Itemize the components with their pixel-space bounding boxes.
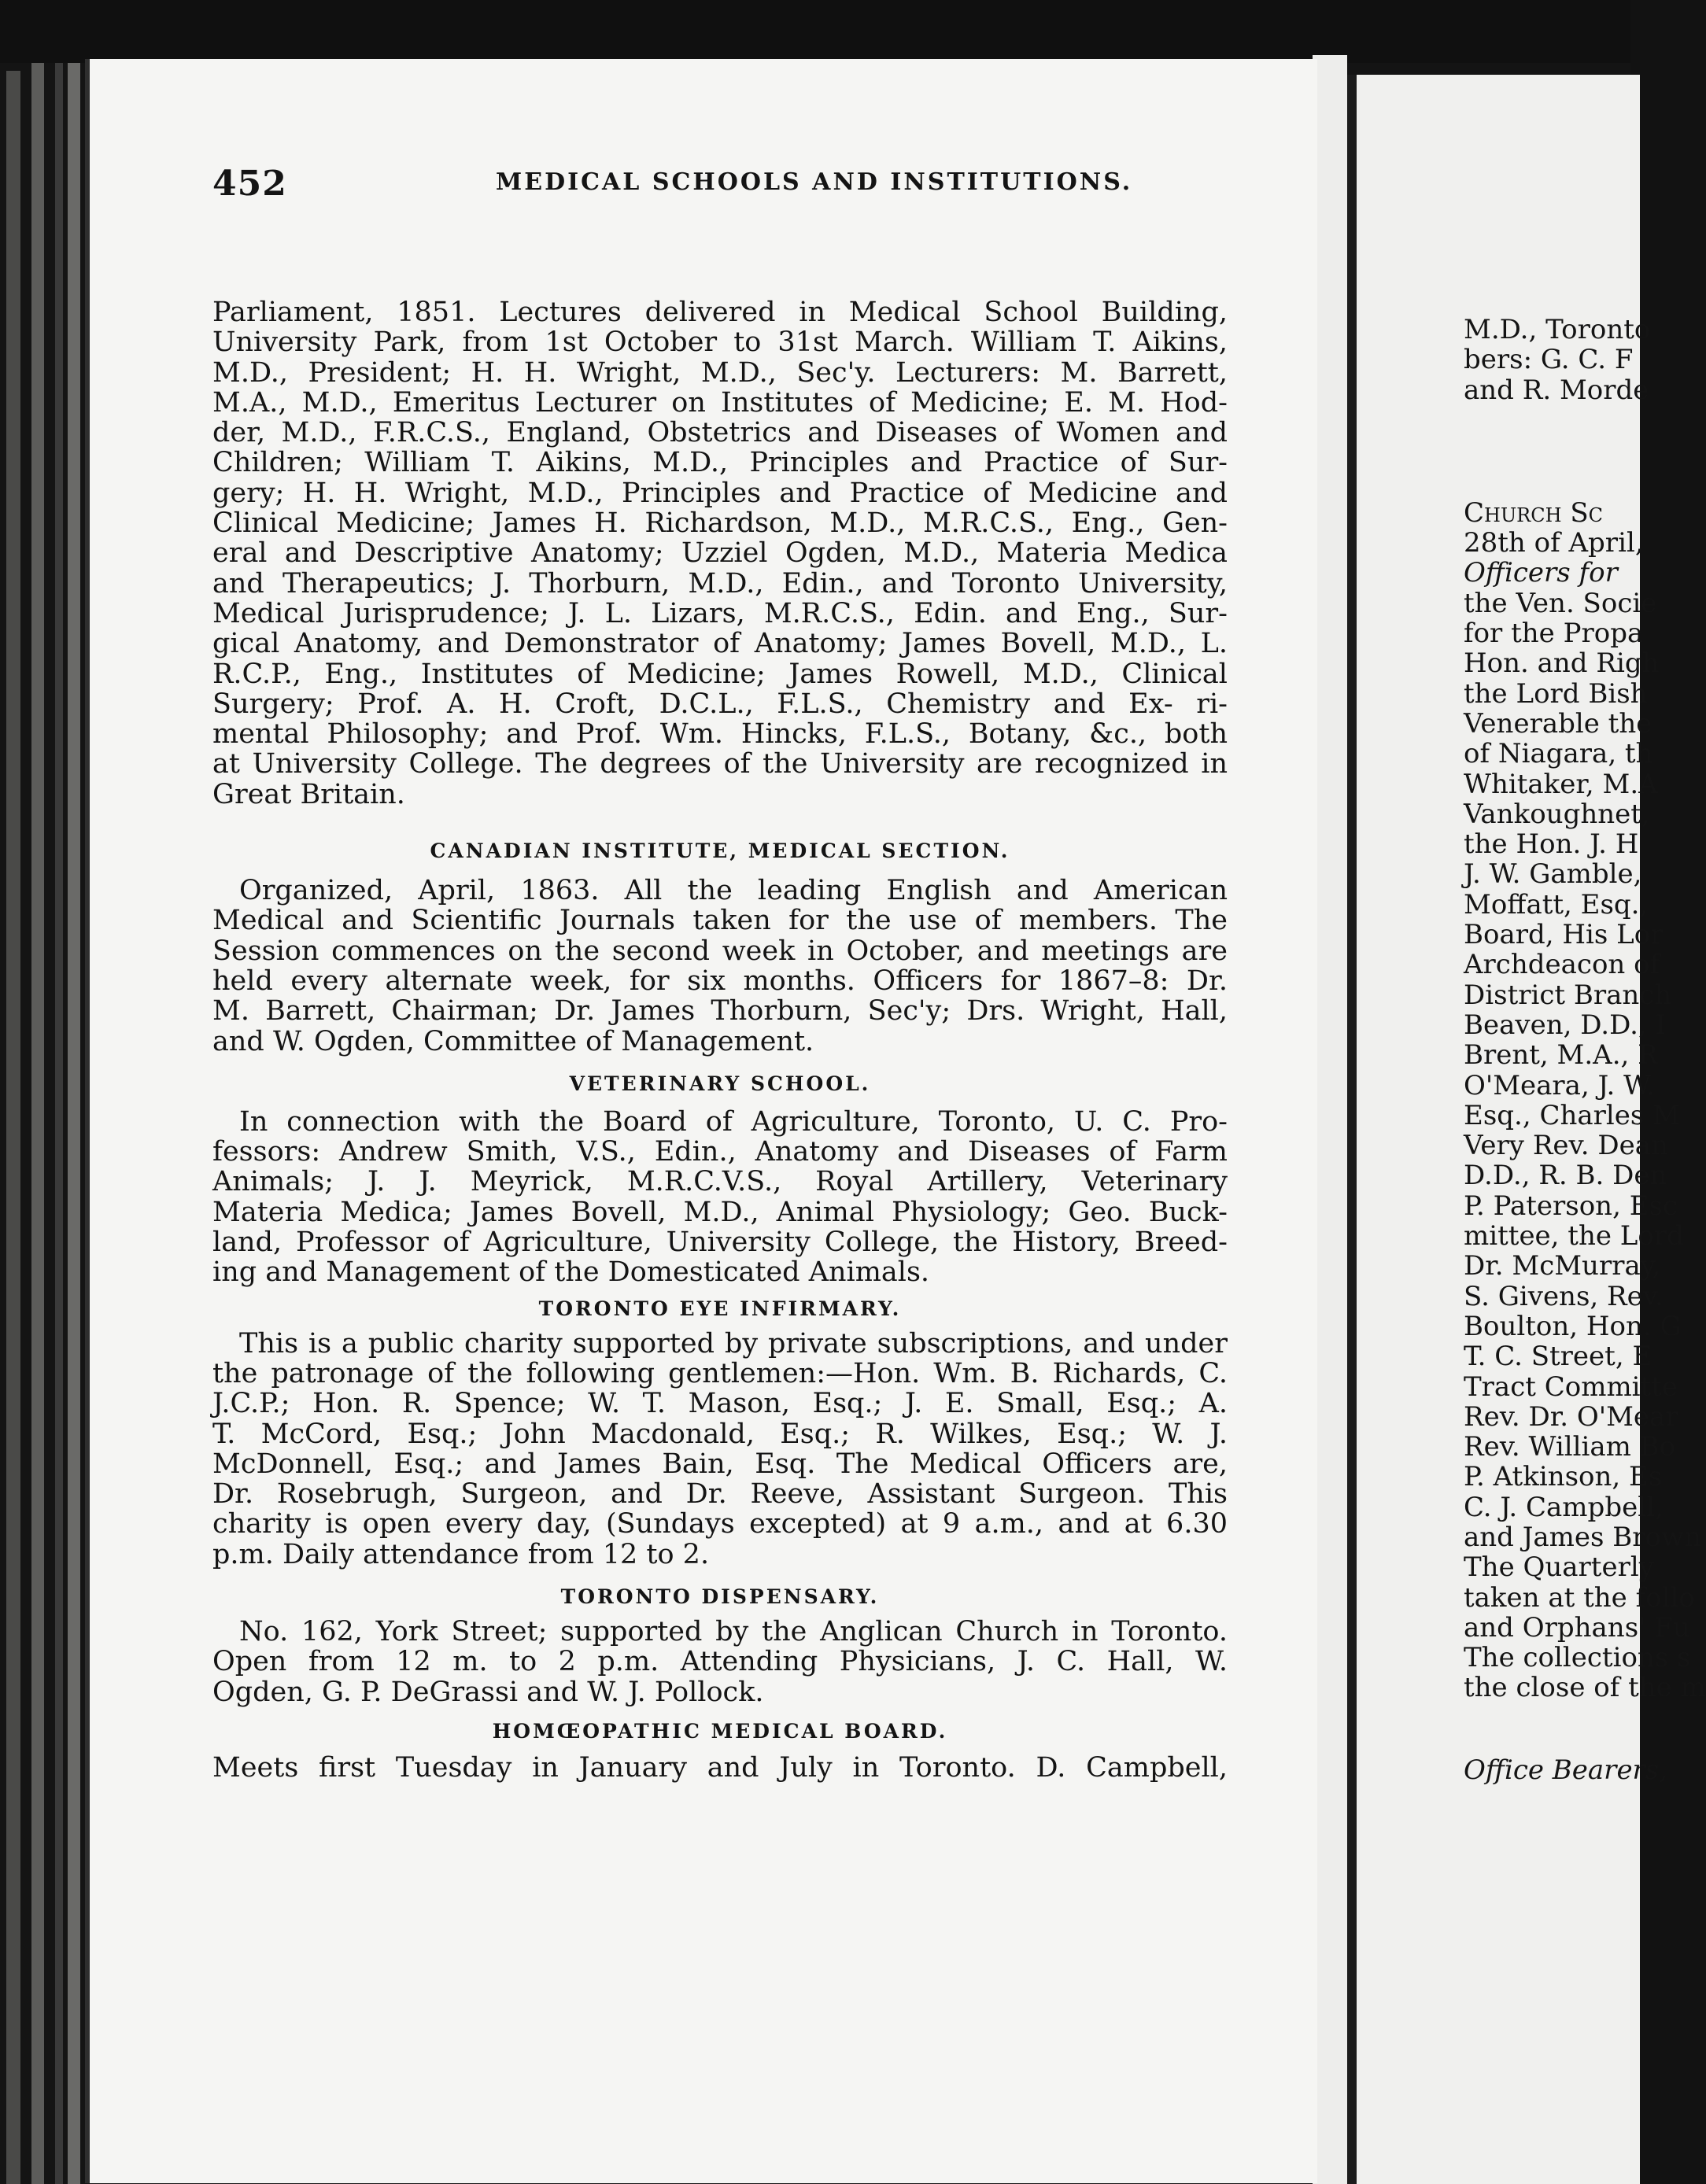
section-heading-toronto-dispensary: TORONTO DISPENSARY. <box>560 1585 880 1608</box>
text-line: District Branch <box>1464 979 1672 1011</box>
text-line: 28th of April, <box>1464 527 1644 559</box>
text-line: Dr. Rosebrugh, Surgeon, and Dr. Reeve, Assistant Surgeon. This <box>212 1478 1228 1511</box>
text-line: Whitaker, M.A <box>1464 768 1658 800</box>
text-line: Medical Jurisprudence; J. L. Lizars, M.R.C.S., Edin. and Eng., Sur- <box>212 597 1228 629</box>
text-line: Materia Medica; James Bovell, M.D., Animal Physiology; Geo. Buck- <box>212 1196 1228 1228</box>
text-line: M.A., M.D., Emeritus Lecturer on Institutes of Medicine; E. M. Hod- <box>212 386 1228 419</box>
text-line: Tract Committe <box>1464 1371 1678 1403</box>
text-line: and R. Morde <box>1464 374 1649 406</box>
text-line: der, M.D., F.R.C.S., England, Obstetrics and Diseases of Women and <box>212 417 1228 449</box>
text-line: T. McCord, Esq.; John Macdonald, Esq.; R. Wilkes, Esq.; W. J. <box>212 1418 1228 1450</box>
text-line: Surgery; Prof. A. H. Croft, D.C.L., F.L.S., Chemistry and Ex- ri- <box>212 688 1228 720</box>
text-line: Brent, M.A., R <box>1464 1039 1658 1072</box>
eye-infirmary-paragraph <box>212 1329 1228 1570</box>
dispensary-paragraph <box>212 1617 1228 1707</box>
text-line: Boulton, Hon. G <box>1464 1310 1682 1342</box>
text-line: Medical and Scientific Journals taken for the use of members. The <box>212 905 1228 937</box>
text-line: Officers for <box>1464 557 1618 589</box>
text-line: the Ven. Socie <box>1464 587 1657 619</box>
text-line: P. Paterson, Esc <box>1464 1190 1678 1222</box>
text-line: and James Brown <box>1464 1521 1701 1553</box>
text-line: C. J. Campbell, <box>1464 1491 1664 1523</box>
text-line: mittee, the Lord <box>1464 1220 1684 1252</box>
text-line: gery; H. H. Wright, M.D., Principles and Practice of Medicine and <box>212 477 1228 509</box>
text-line: Office Bearers, <box>1464 1754 1668 1786</box>
text-line: Open from 12 m. to 2 p.m. Attending Physicians, J. C. Hall, W. <box>212 1646 1228 1678</box>
text-line: Dr. McMurray, <box>1464 1250 1661 1282</box>
text-line: land, Professor of Agriculture, University College, the History, Breed- <box>212 1227 1228 1259</box>
section-heading-canadian-institute: CANADIAN INSTITUTE, MEDICAL SECTION. <box>430 839 1010 863</box>
text-line: Archdeacon of <box>1464 949 1660 981</box>
text-line: Venerable the <box>1464 707 1652 740</box>
text-line: J.C.P.; Hon. R. Spence; W. T. Mason, Esq.; J. E. Small, Esq.; A. <box>212 1388 1228 1420</box>
text-line: Clinical Medicine; James H. Richardson, M.D., M.R.C.S., Eng., Gen- <box>212 507 1228 540</box>
text-line: The collections s <box>1464 1642 1691 1674</box>
text-line: Moffatt, Esq., <box>1464 888 1649 920</box>
text-line: T. C. Street, E <box>1464 1341 1652 1373</box>
text-line: Vankoughnet, <box>1464 798 1650 830</box>
text-line: D.D., R. B. Den <box>1464 1160 1667 1192</box>
text-line: the close of the m <box>1464 1672 1706 1704</box>
text-line: Parliament, 1851. Lectures delivered in Medical School Building, <box>212 297 1228 328</box>
text-line: M.D., Toronto <box>1464 314 1651 345</box>
section-heading-toronto-eye-infirmary: TORONTO EYE INFIRMARY. <box>538 1297 902 1320</box>
text-line: Meets first Tuesday in January and July in Toronto. D. Campbell, <box>212 1751 1228 1784</box>
section-heading-homoeopathic-medical-board: HOMŒOPATHIC MEDICAL BOARD. <box>492 1719 948 1743</box>
text-line: charity is open every day, (Sundays excepted) at 9 a.m., and at 6.30 <box>212 1508 1228 1540</box>
text-line: Children; William T. Aikins, M.D., Principles and Practice of Sur- <box>212 447 1228 479</box>
text-line: gical Anatomy, and Demonstrator of Anatomy; James Bovell, M.D., L. <box>212 628 1228 660</box>
text-line: at University College. The degrees of the University are recognized in <box>212 748 1228 780</box>
text-line: Great Britain. <box>212 778 405 810</box>
intro-paragraph <box>212 297 1228 810</box>
text-line: This is a public charity supported by private subscriptions, and under <box>239 1327 1228 1359</box>
text-line: and Orphans' Fu <box>1464 1611 1690 1644</box>
page-number: 452 <box>212 164 287 204</box>
text-line: and Therapeutics; J. Thorburn, M.D., Edin., and Toronto University, <box>212 567 1228 599</box>
text-line: fessors: Andrew Smith, V.S., Edin., Anatomy and Diseases of Farm <box>212 1136 1228 1168</box>
text-line: Organized, April, 1863. All the leading English and American <box>239 875 1228 907</box>
text-line: R.C.P., Eng., Institutes of Medicine; James Rowell, M.D., Clinical <box>212 658 1228 690</box>
text-line: Very Rev. Dean <box>1464 1130 1668 1162</box>
right-block-three <box>1464 1755 1668 1785</box>
text-line: No. 162, York Street; supported by the Anglican Church in Toronto. <box>239 1615 1228 1647</box>
text-line: M. Barrett, Chairman; Dr. James Thorburn, Sec'y; Drs. Wright, Hall, <box>212 995 1228 1027</box>
right-block-one <box>1464 315 1668 405</box>
text-line: taken at the follo <box>1464 1581 1695 1614</box>
text-line: Esq., Charles M <box>1464 1099 1680 1131</box>
text-line: of Niagara, th <box>1464 738 1653 770</box>
text-line: the Hon. J. H <box>1464 828 1639 861</box>
text-line: held every alternate week, for six months. Officers for 1867–8: Dr. <box>212 965 1228 997</box>
text-line: Rev. Dr. O'Mear <box>1464 1400 1678 1433</box>
text-line: P. Atkinson, Es <box>1464 1461 1663 1493</box>
text-line: Animals; J. J. Meyrick, M.R.C.V.S., Royal Artillery, Veterinary <box>212 1166 1228 1198</box>
homoeopathic-board-paragraph <box>212 1753 1228 1783</box>
text-line: University Park, from 1st October to 31st March. William T. Aikins, <box>212 326 1228 359</box>
text-line: bers: G. C. F <box>1464 344 1634 376</box>
text-line: for the Propa <box>1464 618 1644 650</box>
text-line: Church Sc <box>1464 496 1603 529</box>
page-header <box>212 164 1235 211</box>
text-line: Hon. and Righ <box>1464 647 1660 680</box>
text-line: The Quarterly <box>1464 1551 1654 1584</box>
veterinary-school-paragraph <box>212 1107 1228 1288</box>
section-heading-veterinary-school: VETERINARY SCHOOL. <box>569 1072 871 1095</box>
text-line: Session commences on the second week in October, and meetings are <box>212 935 1228 967</box>
text-line: Board, His Lor <box>1464 919 1664 951</box>
text-line: McDonnell, Esq.; and James Bain, Esq. The Medical Officers are, <box>212 1448 1228 1480</box>
text-line: O'Meara, J. W. <box>1464 1069 1655 1101</box>
running-title: MEDICAL SCHOOLS AND INSTITUTIONS. <box>496 168 1133 196</box>
text-line: eral and Descriptive Anatomy; Uzziel Ogden, M.D., Materia Medica <box>212 537 1228 570</box>
text-line: M.D., President; H. H. Wright, M.D., Sec'y. Lecturers: M. Barrett, <box>212 356 1228 389</box>
text-line: and W. Ogden, Committee of Management. <box>212 1025 814 1057</box>
text-line: the patronage of the following gentlemen:—Hon. Wm. B. Richards, C. <box>212 1357 1228 1389</box>
text-line: the Lord Bish <box>1464 677 1648 710</box>
text-line: p.m. Daily attendance from 12 to 2. <box>212 1538 710 1570</box>
text-line: ing and Management of the Domesticated Animals. <box>212 1256 930 1289</box>
text-line: In connection with the Board of Agriculture, Toronto, U. C. Pro- <box>239 1105 1228 1138</box>
right-text-column <box>1464 314 1706 1786</box>
text-line: mental Philosophy; and Prof. Wm. Hincks, F.L.S., Botany, &c., both <box>212 718 1228 751</box>
text-line: J. W. Gamble, <box>1464 858 1642 891</box>
left-text-column <box>212 297 1228 1783</box>
text-line: S. Givens, Rev. <box>1464 1280 1664 1312</box>
text-line: Rev. William Bo <box>1464 1431 1676 1463</box>
text-line: Ogden, G. P. DeGrassi and W. J. Pollock. <box>212 1676 764 1708</box>
right-block-two <box>1464 496 1706 1704</box>
text-line: Beaven, D.D., I <box>1464 1009 1666 1041</box>
canadian-institute-paragraph <box>212 876 1228 1057</box>
